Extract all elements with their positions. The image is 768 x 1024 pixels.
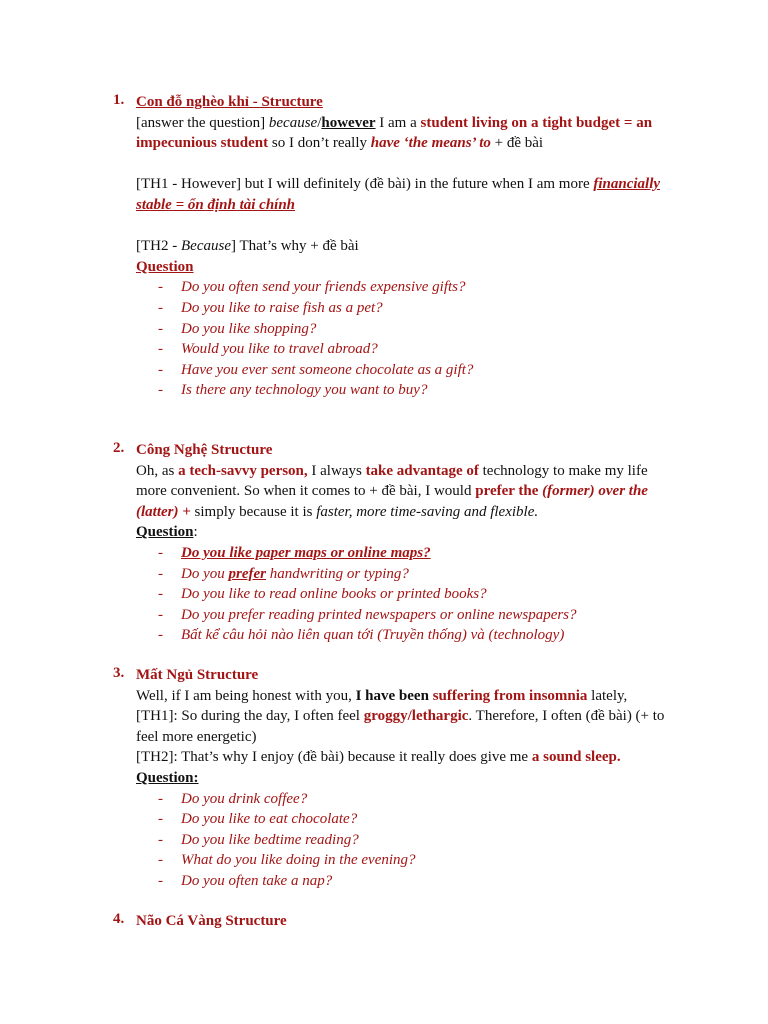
text-line [136, 502, 673, 523]
dash-bullet: - [158, 811, 163, 828]
dash-bullet: - [158, 831, 163, 848]
dash-bullet: - [158, 361, 163, 378]
text-run: I have been [355, 687, 429, 704]
question-item [136, 380, 673, 401]
question-item [136, 830, 673, 851]
text-run: faster, more time-saving and flexible. [316, 503, 539, 520]
text-run: because [268, 114, 318, 131]
text-run: Do you often send your friends expensive gifts? [181, 279, 466, 296]
text-run: [answer the question] [136, 114, 269, 131]
question-item [136, 564, 673, 585]
text-run: Do you like to eat chocolate? [181, 811, 358, 828]
text-run: Well, if I am being honest with you, [136, 687, 356, 704]
section-number: 4. [113, 911, 125, 927]
text-run: Do you prefer reading printed newspapers or online newspapers? [181, 606, 577, 623]
text-run: Is there any technology you want to buy? [181, 382, 428, 399]
text-run: simply because it is [190, 503, 317, 520]
text-run: + đề bài [490, 135, 544, 152]
question-item [136, 871, 673, 892]
blank-line [136, 154, 673, 175]
text-run: student living on a tight budget = an [420, 114, 653, 131]
question-list [136, 789, 673, 892]
question-item [136, 850, 673, 871]
text-run: handwriting or typing? [266, 565, 409, 582]
text-run: however [321, 114, 376, 131]
text-run: Question [136, 258, 194, 275]
text-run: Bất kể câu hỏi nào liên quan tới (Truyền thống) và (technology) [181, 627, 565, 644]
text-run: so I don’t really [268, 135, 371, 152]
text-run: technology to make my life [478, 462, 648, 479]
section-number: 2. [113, 440, 125, 456]
section-lines [136, 113, 673, 278]
text-run: Question: [136, 769, 199, 786]
text-run: suffering from insomnia [432, 687, 588, 704]
text-run: (former) over the [542, 483, 648, 500]
question-item [136, 277, 673, 298]
section-lines [136, 461, 673, 543]
text-line [136, 174, 673, 195]
text-run: stable = ổn định tài chính [136, 196, 296, 213]
dash-bullet: - [158, 299, 163, 316]
text-run: prefer [228, 565, 266, 582]
text-run: Oh, as [136, 462, 179, 479]
question-item [136, 360, 673, 381]
text-run: a sound sleep. [531, 749, 621, 766]
text-run: [TH2]: That’s why I enjoy (đề bài) because it really does give me [136, 749, 532, 766]
dash-bullet: - [158, 790, 163, 807]
question-item [136, 584, 673, 605]
text-run: I am a [375, 114, 421, 131]
blank-line [136, 216, 673, 237]
section-mat-ngu [113, 665, 673, 892]
text-run: impecunious student [136, 135, 269, 152]
section-title: Công Nghệ Structure [136, 442, 273, 458]
question-item [136, 319, 673, 340]
section-title: Mất Ngủ Structure [136, 667, 259, 683]
text-run: / [317, 114, 322, 131]
dash-bullet: - [158, 320, 163, 337]
text-run: I always [307, 462, 366, 479]
text-run: groggy/lethargic [363, 708, 469, 725]
text-line [136, 133, 673, 154]
text-run: Do you like to read online books or printed books? [181, 586, 487, 603]
text-line [136, 195, 673, 216]
text-line [136, 113, 673, 134]
dash-bullet: - [158, 341, 163, 358]
text-run: take advantage of [365, 462, 479, 479]
text-run: [TH1 - However] but I will definitely (đề bài) in the future when I am more [136, 176, 594, 193]
question-item [136, 543, 673, 564]
question-item [136, 809, 673, 830]
text-run: prefer the [475, 483, 543, 500]
dash-bullet: - [158, 872, 163, 889]
text-run: [TH1]: So during the day, I often feel [136, 708, 364, 725]
text-run: What do you like doing in the evening? [181, 852, 416, 869]
section-lines [136, 686, 673, 789]
dash-bullet: - [158, 852, 163, 869]
question-item [136, 605, 673, 626]
text-run: Do you like to raise fish as a pet? [181, 299, 383, 316]
text-run: Do you like bedtime reading? [181, 831, 359, 848]
section-nao-ca-vang [113, 911, 673, 932]
text-run: have ‘the means’ to [370, 135, 491, 152]
section-con-do-ngheo-khi [113, 92, 673, 401]
text-run: ] That’s why + đề bài [230, 238, 359, 255]
text-run: Do you like shopping? [181, 320, 317, 337]
text-run: lately, [587, 687, 628, 704]
text-run: a tech-savvy person, [178, 462, 308, 479]
text-line [136, 706, 673, 727]
text-run: feel more energetic) [136, 728, 257, 745]
text-run: Do you drink coffee? [181, 790, 308, 807]
dash-bullet: - [158, 279, 163, 296]
text-run: Do you [181, 565, 229, 582]
text-line [136, 461, 673, 482]
text-line [136, 481, 673, 502]
dash-bullet: - [158, 382, 163, 399]
text-run: Would you like to travel abroad? [181, 341, 378, 358]
text-run: (latter) + [136, 503, 191, 520]
dash-bullet: - [158, 606, 163, 623]
text-run: : [193, 524, 198, 541]
text-run: Question [136, 524, 194, 541]
question-list [136, 277, 673, 401]
text-run: Do you often take a nap? [181, 872, 333, 889]
dash-bullet: - [158, 627, 163, 644]
text-run: Have you ever sent someone chocolate as a gift? [181, 361, 474, 378]
text-run: Because [181, 238, 231, 255]
section-number: 1. [113, 92, 125, 108]
text-line [136, 768, 673, 789]
text-line [136, 727, 673, 748]
section-title: Não Cá Vàng Structure [136, 913, 287, 929]
question-item [136, 789, 673, 810]
question-item [136, 298, 673, 319]
dash-bullet: - [158, 586, 163, 603]
text-run: more convenient. So when it comes to + đề bài, I would [136, 483, 476, 500]
text-line [136, 747, 673, 768]
text-run: financially [593, 176, 661, 193]
question-item [136, 625, 673, 646]
text-line [136, 522, 673, 543]
text-line [136, 236, 673, 257]
section-cong-nghe [113, 440, 673, 646]
dash-bullet: - [158, 544, 163, 561]
text-line [136, 257, 673, 278]
section-title: Con đỗ nghèo khỉ - Structure [136, 94, 323, 110]
question-list [136, 543, 673, 646]
text-line [136, 686, 673, 707]
text-run: . Therefore, I often (đề bài) (+ to [468, 708, 665, 725]
text-run: [TH2 - [136, 238, 181, 255]
question-item [136, 339, 673, 360]
section-number: 3. [113, 665, 125, 681]
dash-bullet: - [158, 565, 163, 582]
text-run: Do you like paper maps or online maps? [181, 544, 431, 561]
